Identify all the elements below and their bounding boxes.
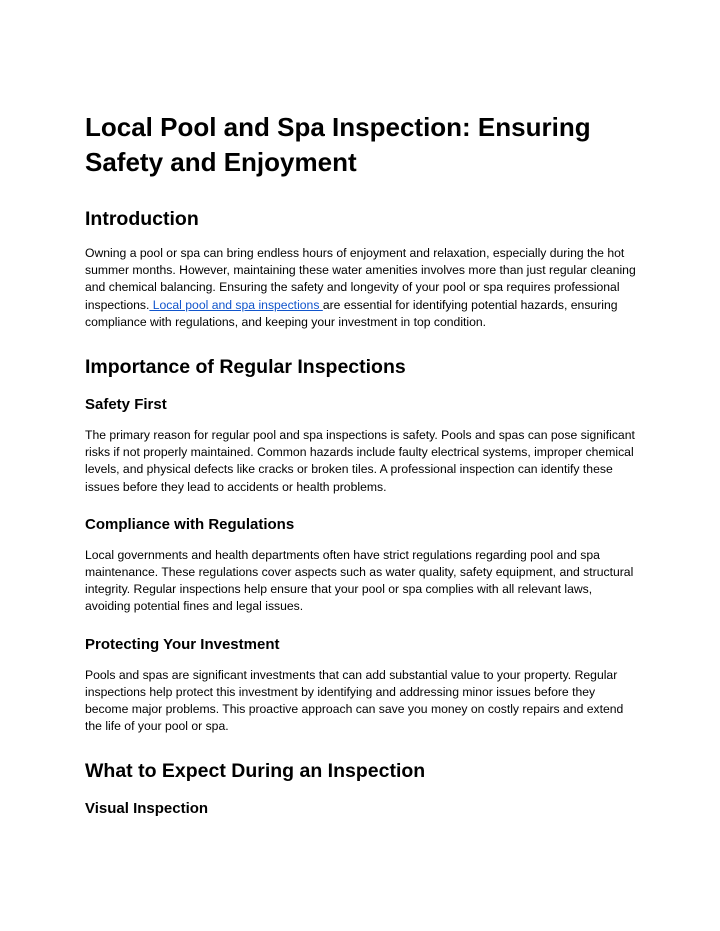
introduction-heading: Introduction bbox=[85, 208, 199, 230]
expect-heading: What to Expect During an Inspection bbox=[85, 760, 426, 783]
introduction-text-after-link: are essential for identifying potential hazards, ensuring compliance with regulations, and keeping your investment in top condition. bbox=[85, 297, 618, 329]
visual-inspection-heading: Visual Inspection bbox=[85, 800, 209, 818]
introduction-paragraph bbox=[85, 245, 640, 331]
safety-heading: Safety First bbox=[85, 396, 167, 414]
investment-heading: Protecting Your Investment bbox=[85, 635, 280, 653]
compliance-heading: Compliance with Regulations bbox=[85, 515, 295, 533]
compliance-paragraph: Local governments and health departments often have strict regulations regarding pool and spa maintenance. These regulations cover aspects such as water quality, safety equipment, and structural integrity. Regular inspections help ensure that your pool or spa complies with all relevant laws, avoiding potential fines and legal issues. bbox=[85, 547, 634, 614]
document-page bbox=[85, 110, 640, 831]
safety-paragraph: The primary reason for regular pool and spa inspections is safety. Pools and spas can pose significant risks if not properly maintained. Common hazards include faulty electrical systems, improper chemical levels, and physical defects like cracks or broken tiles. A professional inspection can identify these issues before they lead to accidents or health problems. bbox=[85, 428, 635, 494]
document-title: Local Pool and Spa Inspection: Ensuring Safety and Enjoyment bbox=[85, 112, 591, 177]
importance-heading: Importance of Regular Inspections bbox=[85, 356, 406, 379]
pool-spa-inspections-link[interactable]: Local pool and spa inspections bbox=[149, 297, 323, 312]
investment-paragraph: Pools and spas are significant investments that can add substantial value to your property. Regular inspections help protect this investment by identifying and addressing minor issues before they become major problems. This proactive approach can save you money on costly repairs and extend the life of your pool or spa. bbox=[85, 667, 624, 734]
introduction-text-before-link: Owning a pool or spa can bring endless hours of enjoyment and relaxation, especially during the hot summer months. However, maintaining these water amenities involves more than just regular cleaning and chemical balancing. Ensuring the safety and longevity of your pool or spa requires professional inspections. bbox=[85, 246, 636, 312]
